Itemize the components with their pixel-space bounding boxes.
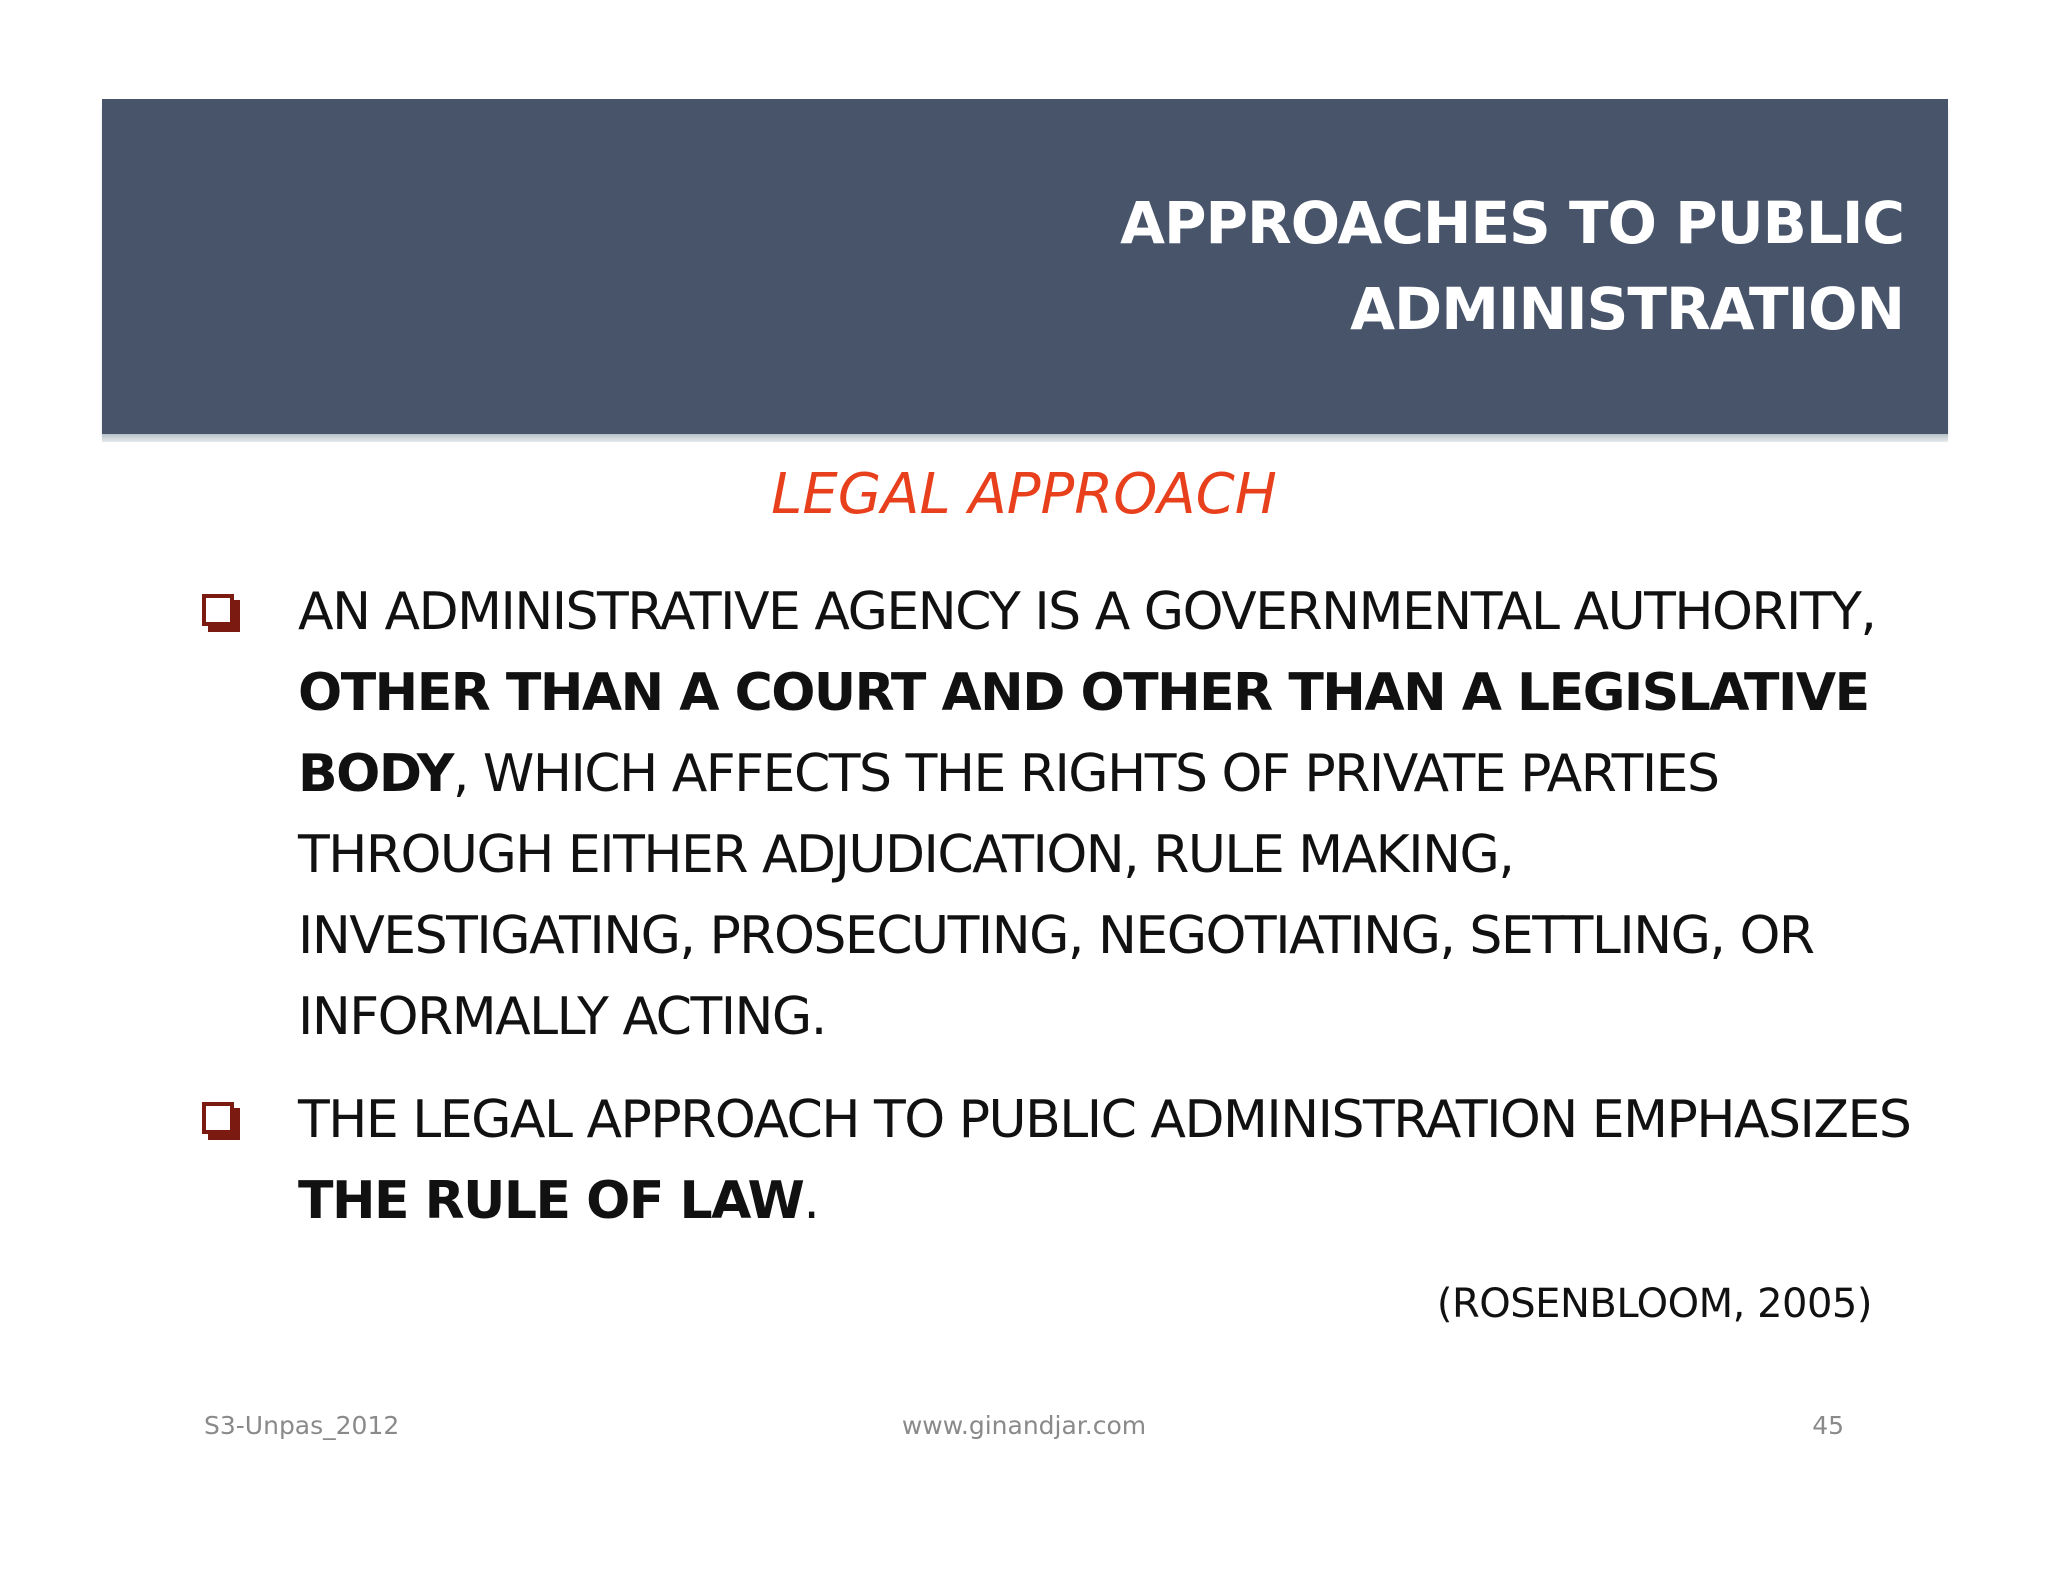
page-number: 45 [1812,1411,1844,1440]
slide-title-line-2: ADMINISTRATION [1350,275,1904,343]
slide-title [904,180,1904,352]
bullet-item-1 [198,572,1918,1058]
slide-title-line-1: APPROACHES TO PUBLIC [1120,189,1904,257]
bullet-1-text-start: AN ADMINISTRATIVE AGENCY IS A GOVERNMENTAL AUTHORITY, [298,582,1876,642]
bullet-1-text-end: , WHICH AFFECTS THE RIGHTS OF PRIVATE PARTIES THROUGH EITHER ADJUDICATION, RULE MAKING, INVESTIGATING, PROSECUTING, NEGOTIATING, SETTLING, OR INFORMALLY ACTING. [298,744,1814,1047]
checkbox-square-icon [202,1102,240,1140]
citation: (ROSENBLOOM, 2005) [1436,1281,1872,1327]
bullet-list [198,572,1918,1264]
bullet-item-2 [198,1080,1918,1242]
checkbox-square-icon [202,594,240,632]
footer-left-label: S3-Unpas_2012 [204,1411,400,1440]
header-underline [102,434,1948,442]
footer-website: www.ginandjar.com [901,1411,1147,1440]
bullet-1-bold-text: OTHER THAN A COURT AND OTHER THAN A LEGISLATIVE BODY [298,663,1869,804]
bullet-2-text-end: . [803,1171,819,1231]
bullet-2-bold-text: THE RULE OF LAW [298,1171,804,1231]
section-subtitle: LEGAL APPROACH [771,462,1277,527]
bullet-2-text-start: THE LEGAL APPROACH TO PUBLIC ADMINISTRATION EMPHASIZES [298,1090,1911,1150]
